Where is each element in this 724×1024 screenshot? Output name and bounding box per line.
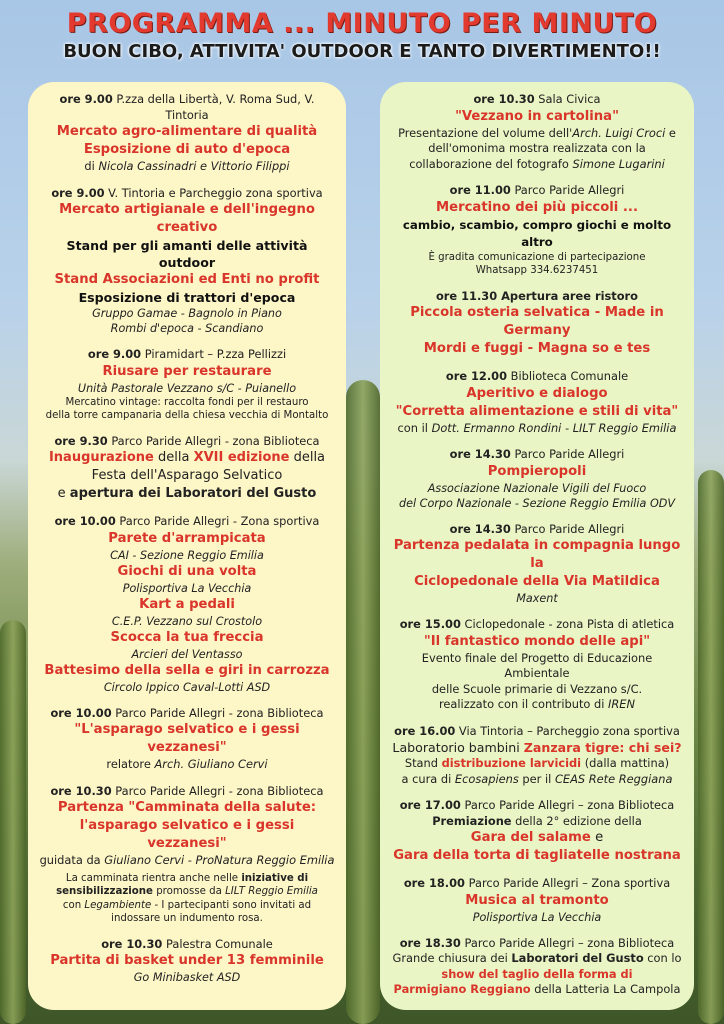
event-item: [390, 447, 684, 511]
event-title: Parete d'arrampicata: [108, 530, 266, 546]
event-place: Parco Paride Allegri: [510, 447, 625, 461]
event-description: [390, 126, 684, 142]
event-title: Scocca la tua freccia: [110, 629, 264, 645]
event-place: Palestra Comunale: [162, 936, 273, 951]
event-title: "L'asparago selvatico e i gessi vezzanesi": [74, 722, 300, 755]
text-fragment: e: [665, 125, 676, 140]
event-title: Aperitivo e dialogo: [466, 385, 608, 401]
event-item: [390, 183, 684, 278]
event-title: Battesimo della sella e giri in carrozza: [44, 662, 330, 678]
event-place: Parco Paride Allegri – Zona sportiva: [464, 876, 671, 890]
event-time-place: [38, 514, 336, 530]
event-title: Mordi e fuggi - Magna so e tes: [423, 341, 651, 356]
event-organizer: del Corpo Nazionale - Sezione Reggio Emilia ODV: [398, 496, 676, 510]
text-fragment: di: [84, 159, 99, 173]
event-place: Parco Paride Allegri - Zona sportiva: [115, 514, 320, 528]
event-organizer: Arcieri del Ventasso: [131, 647, 243, 661]
event-description: [390, 157, 684, 173]
event-organizer: Unità Pastorale Vezzano s/C - Puianello: [77, 381, 297, 395]
text-fragment: Zanzara tigre: chi sei?: [523, 740, 682, 755]
event-place: Via Tintoria – Parcheggio zona sportiva: [455, 723, 680, 738]
text-fragment: - I partecipanti sono invitati ad indossare un indumento rosa.: [111, 899, 312, 924]
event-title: Esposizione di trattori d'epoca: [78, 290, 296, 305]
text-fragment: La camminata rientra anche nelle: [65, 872, 242, 884]
event-title: "Il fantastico mondo delle api": [423, 633, 651, 649]
event-time-place: [38, 706, 336, 722]
text-fragment: Arch. Luigi Croci: [572, 125, 666, 140]
event-title: Mercato artigianale e dell'ingegno creativo: [59, 202, 315, 235]
event-place: Parco Paride Allegri - zona Biblioteca: [111, 705, 324, 720]
event-time-place: [38, 784, 336, 800]
text-fragment: della: [289, 450, 326, 465]
event-organizer: [38, 853, 336, 869]
event-time-place: [390, 369, 684, 385]
event-title: Esposizione di auto d'epoca: [83, 142, 291, 157]
event-organizer: Polisportiva La Vecchia: [122, 581, 252, 595]
text-fragment: Laboratori del Gusto: [511, 951, 644, 965]
event-time: ore 11.00: [449, 183, 511, 197]
event-description: [390, 951, 684, 967]
text-fragment: (dalla mattina): [581, 756, 670, 770]
event-place: P.zza della Libertà, V. Roma Sud, V. Tintoria: [112, 92, 315, 122]
event-place: Parco Paride Allegri: [510, 521, 625, 536]
event-item: [38, 434, 336, 504]
event-description: Mercatino vintage: raccolta fondi per il restauro: [65, 396, 309, 408]
event-title: [38, 485, 336, 503]
event-title: Mercatino dei più piccoli ...: [436, 199, 638, 215]
schedule-panel-left: [28, 82, 346, 1010]
text-fragment: Ecosapiens: [454, 771, 519, 786]
event-time-place: [38, 186, 336, 202]
event-title: "Vezzano in cartolina": [455, 108, 619, 124]
event-place: Parco Paride Allegri – zona Biblioteca: [460, 798, 675, 812]
event-time-place: [390, 447, 684, 463]
event-description: delle Scuole primarie di Vezzano s/C.: [431, 681, 643, 696]
text-fragment: e: [590, 830, 604, 845]
text-fragment: XVII edizione: [193, 450, 290, 465]
event-item: [390, 724, 684, 788]
event-description: della torre campanaria della chiesa vecchia di Montalto: [45, 410, 329, 421]
event-description: Evento finale del Progetto di Educazione Ambientale: [421, 650, 653, 680]
event-organizer: Go Minibasket ASD: [133, 971, 241, 984]
text-fragment: e: [57, 486, 70, 501]
event-time: ore 10.00: [50, 705, 112, 720]
text-fragment: per il: [518, 771, 555, 786]
organizer-name: Arch. Giuliano Cervi: [154, 757, 268, 771]
text-fragment: Laboratorio bambini: [392, 740, 524, 755]
event-item: [390, 876, 684, 925]
event-item: [38, 937, 336, 986]
event-item: [38, 514, 336, 695]
event-time-place: [390, 92, 684, 108]
event-time: ore 18.00: [403, 876, 465, 890]
event-title: Partenza pedalata in compagnia lungo la: [393, 538, 681, 571]
event-place: V. Tintoria e Parcheggio zona sportiva: [104, 185, 323, 200]
event-time: ore 10.30: [101, 936, 163, 951]
event-place: Biblioteca Comunale: [507, 369, 629, 383]
text-fragment: con il: [397, 420, 432, 435]
event-organizer: Polisportiva La Vecchia: [472, 910, 602, 924]
event-title: "Corretta alimentazione e stili di vita": [395, 403, 679, 419]
event-title: Stand Associazioni ed Enti no profit: [54, 272, 320, 287]
event-place: Sala Civica: [534, 92, 601, 106]
event-title: Partita di basket under 13 femminile: [50, 953, 324, 968]
asparagus-stalk-decoration: [346, 380, 380, 1024]
event-time: ore 9.30: [54, 433, 108, 448]
event-description: [38, 872, 336, 926]
page-subtitle: BUON CIBO, ATTIVITA' OUTDOOR E TANTO DIVERTIMENTO!!: [63, 41, 661, 62]
text-fragment: Grande chiusura dei: [392, 951, 512, 965]
event-time: ore 12.00: [445, 369, 508, 383]
event-title: Partenza "Camminata della salute:: [57, 800, 317, 815]
event-organizer: Circolo Ippico Caval-Lotti ASD: [103, 680, 271, 694]
asparagus-stalk-decoration: [698, 470, 724, 1024]
event-time: ore 15.00: [399, 617, 461, 631]
event-time-place: [38, 434, 336, 450]
text-fragment: Gara del salame: [470, 830, 591, 845]
event-time-place: [390, 617, 684, 633]
event-description: [390, 772, 684, 788]
event-title: [390, 739, 684, 756]
text-fragment: apertura dei Laboratori del Gusto: [69, 486, 317, 501]
event-description: dell'omonima mostra realizzata con la: [428, 141, 646, 155]
event-title: Riusare per restaurare: [102, 363, 272, 379]
event-time: ore 14.30: [449, 447, 511, 461]
text-fragment: promosse da: [152, 886, 226, 897]
organizer-name: Dott. Ermanno Rondini - LILT Reggio Emilia: [431, 420, 677, 435]
event-title: [390, 829, 684, 847]
event-title: Kart a pedali: [139, 596, 235, 612]
event-organizer: Maxent: [516, 592, 558, 605]
event-description: [390, 697, 684, 713]
event-organizer: Gruppo Gamae - Bagnolo in Piano: [92, 307, 282, 320]
organizer-name: Giuliano Cervi - ProNatura Reggio Emilia: [104, 853, 335, 867]
event-title: Festa dell'Asparago Selvatico: [91, 468, 283, 483]
event-item: [390, 289, 684, 359]
event-place: Parco Paride Allegri - zona Biblioteca: [111, 783, 324, 798]
event-contact: Whatsapp 334.6237451: [475, 265, 599, 276]
event-time: ore 17.00: [399, 798, 461, 812]
event-title: show del taglio della forma di: [441, 966, 633, 981]
event-organizer: CAI - Sezione Reggio Emilia: [110, 548, 264, 562]
text-fragment: collaborazione del fotografo: [409, 156, 573, 171]
event-item: [38, 784, 336, 926]
event-time-place: [390, 724, 684, 740]
event-organizer: Rombi d'epoca - Scandiano: [110, 322, 264, 335]
event-time: ore 14.30: [449, 521, 511, 536]
event-organizer: C.E.P. Vezzano sul Crostolo: [111, 614, 263, 628]
event-title: Ciclopedonale della Via Matildica: [414, 574, 660, 589]
event-title: Stand per gli amanti delle attività outdoor: [66, 238, 308, 270]
event-time: ore 9.00: [87, 347, 142, 361]
text-fragment: Legambiente: [84, 899, 152, 911]
text-fragment: distribuzione larvicidi: [441, 756, 582, 770]
text-fragment: CEAS Rete Reggiana: [554, 771, 673, 786]
event-description: [390, 756, 684, 772]
event-time-place: [38, 92, 336, 123]
event-time-place: [390, 183, 684, 199]
event-organizer: [38, 159, 336, 175]
text-fragment: guidata da: [39, 853, 105, 867]
text-fragment: della: [153, 450, 194, 465]
event-time-place: [38, 937, 336, 953]
text-fragment: realizzato con il contributo di: [438, 697, 609, 711]
text-fragment: Premiazione: [432, 813, 512, 828]
event-item: [390, 617, 684, 713]
event-place: Ciclopedonale - zona Pista di atletica: [460, 617, 675, 631]
event-time-place: ore 11.30 Apertura aree ristoro: [435, 288, 638, 303]
event-time-place: [390, 936, 684, 952]
event-place: Parco Paride Allegri - zona Biblioteca: [107, 433, 320, 448]
header: [0, 8, 724, 62]
event-time: ore 10.00: [54, 514, 116, 528]
event-title: Pompieropoli: [487, 463, 587, 479]
schedule-panel-right: [380, 82, 694, 1010]
event-title: l'asparago selvatico e i gessi vezzanesi": [79, 818, 295, 851]
text-fragment: Simone Lugarini: [572, 156, 665, 171]
event-description: [390, 814, 684, 830]
text-fragment: con: [62, 899, 85, 911]
event-title: Piccola osteria selvatica - Made in Germany: [410, 305, 664, 338]
text-fragment: della Latteria La Campola: [530, 982, 681, 996]
text-fragment: IREN: [608, 697, 636, 711]
event-item: [38, 92, 336, 175]
event-item: [390, 92, 684, 172]
event-organizer: [390, 421, 684, 437]
event-time-place: [38, 347, 336, 363]
text-fragment: iniziative di sensibilizzazione: [56, 872, 309, 897]
page-title: PROGRAMMA ... MINUTO PER MINUTO: [66, 8, 658, 39]
text-fragment: Stand: [404, 756, 442, 770]
event-title: Musica al tramonto: [465, 892, 609, 908]
event-place: Piramidart – P.zza Pellizzi: [141, 347, 287, 361]
event-item: [390, 936, 684, 998]
event-description: [390, 982, 684, 998]
organizer-name: Nicola Cassinadri e Vittorio Filippi: [98, 159, 290, 173]
event-time: ore 9.00: [51, 185, 105, 200]
event-title: Gara della torta di tagliatelle nostrana: [393, 848, 681, 863]
text-fragment: Presentazione del volume dell': [398, 125, 573, 140]
event-organizer: [38, 757, 336, 773]
event-item: [38, 186, 336, 337]
event-place: Parco Paride Allegri – zona Biblioteca: [460, 935, 675, 950]
event-item: [390, 798, 684, 865]
text-fragment: LILT Reggio Emilia: [225, 886, 318, 897]
event-time: ore 16.00: [394, 723, 456, 738]
text-fragment: con lo: [643, 951, 682, 965]
event-time-place: [390, 798, 684, 814]
text-fragment: Inaugurazione: [48, 450, 154, 465]
event-time-place: [390, 876, 684, 892]
event-subtitle: cambio, scambio, compro giochi e molto altro: [402, 217, 672, 249]
text-fragment: Parmigiano Reggiano: [393, 982, 531, 996]
event-time: ore 10.30: [50, 783, 112, 798]
event-organizer: Associazione Nazionale Vigili del Fuoco: [427, 481, 647, 495]
text-fragment: della 2° edizione della: [511, 813, 642, 828]
event-place: Parco Paride Allegri: [510, 183, 625, 197]
event-description: È gradita comunicazione di partecipazione: [428, 251, 646, 263]
asparagus-stalk-decoration: [0, 620, 26, 1024]
event-time: ore 10.30: [473, 92, 535, 106]
event-time-place: [390, 522, 684, 538]
event-item: [38, 347, 336, 423]
event-item: [38, 706, 336, 773]
event-time: ore 18.30: [399, 935, 461, 950]
event-item: [390, 369, 684, 436]
event-title: Giochi di una volta: [117, 563, 257, 579]
event-time: ore 9.00: [59, 92, 113, 106]
event-item: [390, 522, 684, 607]
text-fragment: a cura di: [401, 771, 455, 786]
text-fragment: relatore: [106, 757, 155, 771]
event-title: [38, 449, 336, 467]
event-title: Mercato agro-alimentare di qualità: [56, 124, 318, 139]
